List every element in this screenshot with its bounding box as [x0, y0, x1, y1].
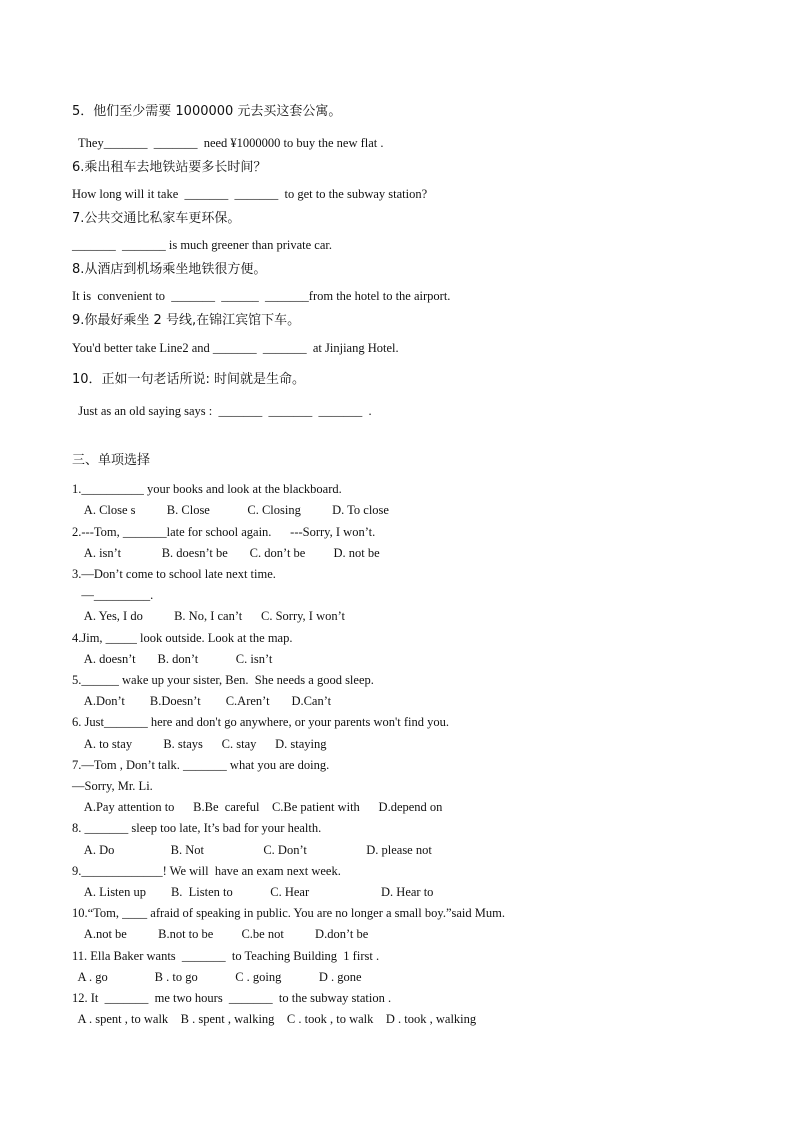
translation-en-7: _______ _______ is much greener than private car.	[72, 238, 332, 252]
translation-zh-6: 6.乘出租车去地铁站要多长时间？	[72, 160, 267, 175]
options-line: A . spent , to walk B . spent , walking C . took , to walk D . took , walking	[72, 1012, 477, 1026]
question-line: 2.---Tom, _______late for school again. ---Sorry, I won’t.	[72, 525, 376, 539]
options-line: A. Yes, I do B. No, I can’t C. Sorry, I won’t	[72, 609, 346, 623]
translation-zh-7: 7.公共交通比私家车更环保。	[72, 211, 241, 226]
options-line: A. doesn’t B. don’t C. isn’t	[72, 652, 273, 666]
translation-en-9: You'd better take Line2 and _______ _______ at Jinjiang Hotel.	[72, 341, 399, 355]
translation-en-8: It is convenient to _______ ______ _______from the hotel to the airport.	[72, 289, 451, 303]
question-line: 9._____________! We will have an exam next week.	[72, 864, 341, 878]
translation-en-5: They_______ _______ need ¥1000000 to buy the new flat .	[72, 136, 384, 150]
question-line: 7.—Tom , Don’t talk. _______ what you are doing.	[72, 758, 330, 772]
question-line: 3.—Don’t come to school late next time.	[72, 567, 276, 581]
question-line: 6. Just_______ here and don't go anywhere, or your parents won't find you.	[72, 715, 450, 729]
question-line: 4.Jim, _____ look outside. Look at the map.	[72, 631, 293, 645]
translation-en-6: How long will it take _______ _______ to get to the subway station?	[72, 187, 428, 201]
question-line: 10.“Tom, ____ afraid of speaking in public. You are no longer a small boy.”said Mum.	[72, 906, 505, 920]
question-line: 11. Ella Baker wants _______ to Teaching Building 1 first .	[72, 949, 380, 963]
options-line: A. to stay B. stays C. stay D. staying	[72, 737, 327, 751]
options-line: A.not be B.not to be C.be not D.don’t be	[72, 927, 369, 941]
options-line: A. Close s B. Close C. Closing D. To close	[72, 503, 389, 517]
options-line: A . go B . to go C . going D . gone	[72, 970, 362, 984]
translation-zh-9: 9.你最好乘坐 2 号线,在锦江宾馆下车。	[72, 313, 301, 328]
options-line: A. Do B. Not C. Don’t D. please not	[72, 843, 432, 857]
answer-blank-line: —_________.	[72, 588, 154, 602]
question-line: 8. _______ sleep too late, It’s bad for your health.	[72, 821, 322, 835]
options-line: A.Don’t B.Doesn’t C.Aren’t D.Can’t	[72, 694, 332, 708]
translation-zh-8: 8.从酒店到机场乘坐地铁很方便。	[72, 262, 267, 277]
question-line: 1.__________ your books and look at the blackboard.	[72, 482, 342, 496]
translation-en-10: Just as an old saying says : _______ _______ _______ .	[72, 404, 372, 418]
question-line: —Sorry, Mr. Li.	[72, 779, 153, 793]
options-line: A. isn’t B. doesn’t be C. don’t be D. not be	[72, 546, 380, 560]
translation-zh-10: 10．正如一句老话所说: 时间就是生命。	[72, 372, 306, 387]
question-line: 12. It _______ me two hours _______ to the subway station .	[72, 991, 392, 1005]
translation-zh-5: 5．他们至少需要 1000000 元去买这套公寓。	[72, 104, 342, 119]
question-line: 5.______ wake up your sister, Ben. She needs a good sleep.	[72, 673, 374, 687]
section-title: 三、单项选择	[72, 453, 151, 468]
options-line: A.Pay attention to B.Be careful C.Be patient with D.depend on	[72, 800, 443, 814]
options-line: A. Listen up B. Listen to C. Hear D. Hear to	[72, 885, 434, 899]
